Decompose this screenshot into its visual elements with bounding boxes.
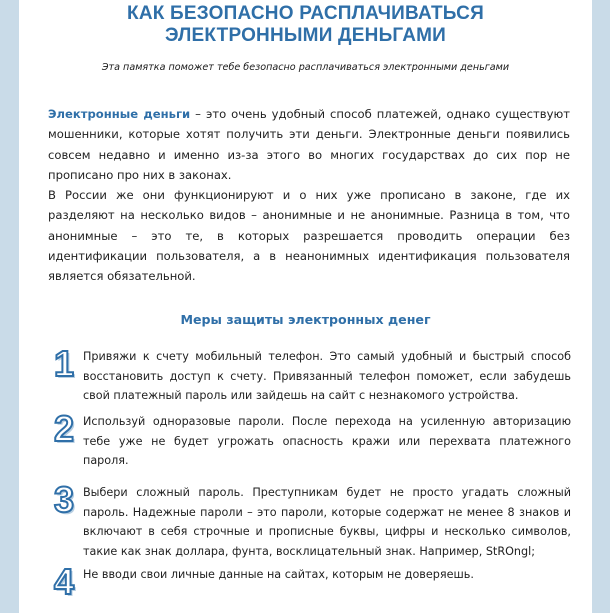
intro-paragraph-2: В России же они функционируют и о них уже прописано в законе, где их разделяют на несколько видов – анонимные и не анонимные. Разница в том, что анонимные – это те, в которых разрешается проводить операции без идентификации пользователя, а в неанонимных идентификация пользователя является обязательной. <box>48 188 570 284</box>
measures-title: Меры защиты электронных денег <box>180 312 431 327</box>
measure-item-2 <box>49 408 574 492</box>
title-line-1: КАК БЕЗОПАСНО РАСПЛАЧИВАТЬСЯ <box>127 3 484 24</box>
title-line-2: ЭЛЕКТРОННЫМИ ДЕНЬГАМИ <box>164 25 447 46</box>
measure-item-4 <box>49 561 574 602</box>
measure-item-3-text: Выбери сложный пароль. Преступникам будет не просто угадать сложный пароль. Надежные пароли – это пароли, которые содержат не менее 8 знаков и включают в себя строчные и прописные буквы, цифры и несколько символов, такие как знак доллара, фунта, восклицательный знак. Например, StROngl; <box>83 486 571 558</box>
subtitle: Эта памятка поможет тебе безопасно расплачиваться электронными деньгами <box>101 62 510 73</box>
measure-item-1-text: Привяжи к счету мобильный телефон. Это самый удобный и быстрый способ восстановить доступ к счету. Привязанный телефон поможет, если забудешь свой платежный пароль или зайдешь на сайт с незнакомого устройства. <box>83 350 571 403</box>
intro-lead-term: Электронные деньги <box>48 107 191 121</box>
intro-paragraph-1 <box>48 104 570 185</box>
page-title <box>19 3 592 47</box>
measure-item-4-text: Не вводи свои личные данные на сайтах, которым не доверяешь. <box>83 568 474 581</box>
measure-item-3 <box>49 479 574 563</box>
measure-item-2-text: Используй одноразовые пароли. После перехода на усиленную авторизацию тебе уже не будет угрожать опасность кражи или перехвата платежного пароля. <box>83 415 571 468</box>
intro-section <box>48 104 570 287</box>
number-4-icon: 4 <box>53 561 75 602</box>
intro-paragraph-1-text: – это очень удобный способ платежей, однако существуют мошенники, которые хотят получить эти деньги. Электронные деньги появились совсем недавно и именно из-за этого во многих государствах до сих пор не прописано про них в законах. <box>48 107 570 182</box>
number-3-icon: 3 <box>53 479 75 520</box>
memo-sheet <box>19 0 592 613</box>
number-2-icon: 2 <box>53 408 75 449</box>
number-1-icon: 1 <box>53 343 75 384</box>
